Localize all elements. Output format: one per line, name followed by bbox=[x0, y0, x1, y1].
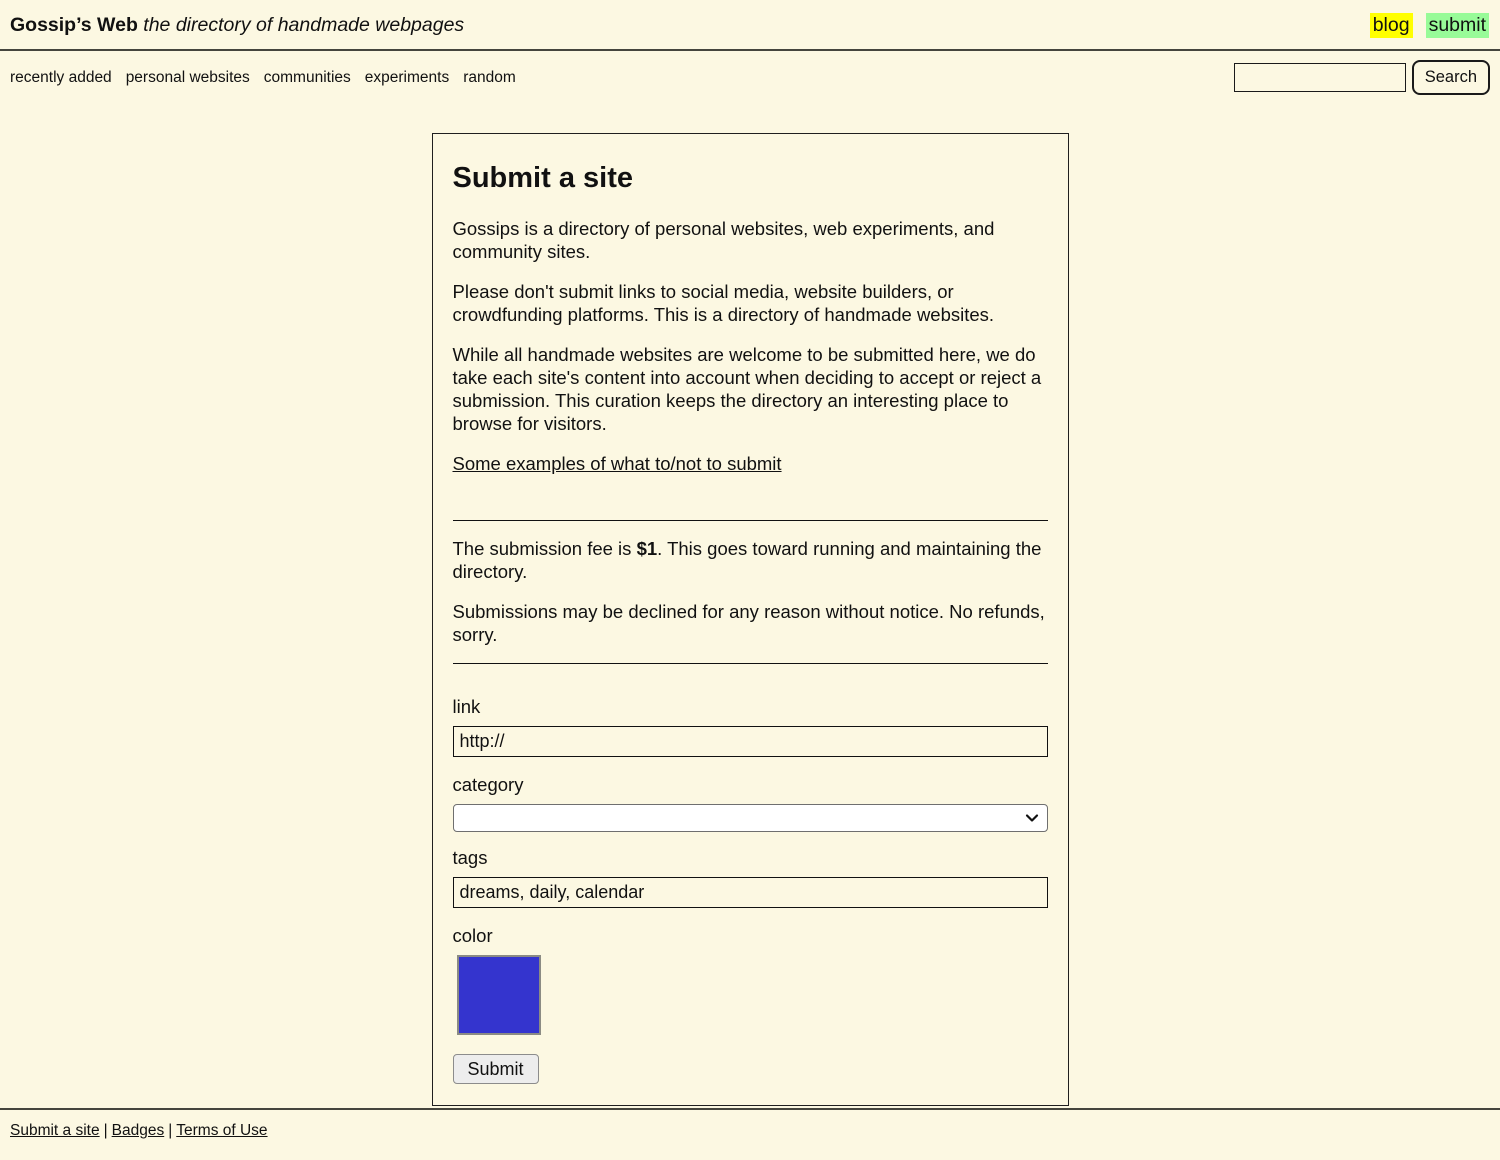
header-links bbox=[1370, 13, 1489, 38]
footer-separator: | bbox=[103, 1122, 108, 1139]
site-title bbox=[10, 14, 464, 37]
tags-input[interactable] bbox=[453, 877, 1048, 908]
category-select[interactable] bbox=[453, 804, 1048, 832]
nav-item-recently-added[interactable]: recently added bbox=[10, 68, 112, 86]
category-label: category bbox=[452, 774, 524, 795]
fee-text-after: . This goes toward running and maintaining the directory. bbox=[452, 538, 1042, 582]
header bbox=[0, 0, 1500, 49]
nav-item-communities[interactable]: communities bbox=[263, 68, 351, 86]
link-label: link bbox=[452, 696, 481, 717]
section-divider-bottom bbox=[453, 663, 1048, 664]
intro-paragraph-3: While all handmade websites are welcome to be submitted here, we do take each site's content into account when deciding to accept or reject a submission. This curation keeps the directory an interesting place to browse for visitors. bbox=[452, 344, 1042, 434]
intro-paragraph-2: Please don't submit links to social media, website builders, or crowdfunding platforms. This is a directory of handmade websites. bbox=[452, 281, 995, 325]
search-button[interactable]: Search bbox=[1412, 60, 1490, 95]
color-label: color bbox=[452, 925, 493, 946]
examples-paragraph bbox=[453, 452, 1048, 475]
nav-item-personal-websites[interactable]: personal websites bbox=[125, 68, 250, 86]
search-bar bbox=[1234, 60, 1490, 95]
nav-links bbox=[10, 69, 516, 87]
examples-link[interactable]: Some examples of what to/not to submit bbox=[452, 453, 782, 474]
footer-link-submit-a-site[interactable]: Submit a site bbox=[10, 1122, 100, 1139]
submit-button[interactable]: Submit bbox=[453, 1054, 539, 1084]
section-divider-top bbox=[453, 520, 1048, 521]
nav-item-experiments[interactable]: experiments bbox=[364, 68, 450, 86]
tags-label: tags bbox=[452, 847, 488, 868]
color-picker-swatch[interactable] bbox=[457, 955, 541, 1035]
footer-links bbox=[0, 1110, 1500, 1152]
fee-paragraph bbox=[453, 537, 1048, 583]
page-title: Submit a site bbox=[452, 162, 633, 194]
intro-paragraph-1: Gossips is a directory of personal websites, web experiments, and community sites. bbox=[452, 218, 995, 262]
submit-link[interactable]: submit bbox=[1426, 13, 1489, 38]
submit-form-panel bbox=[432, 133, 1069, 1106]
fee-amount: $1 bbox=[636, 538, 658, 559]
footer-link-badges[interactable]: Badges bbox=[111, 1122, 165, 1139]
link-input[interactable] bbox=[453, 726, 1048, 757]
nav-bar bbox=[0, 51, 1500, 104]
brand-name: Gossip’s Web bbox=[10, 14, 138, 36]
nav-item-random[interactable]: random bbox=[463, 68, 516, 86]
fee-text-before: The submission fee is bbox=[452, 538, 637, 559]
footer-link-terms-of-use[interactable]: Terms of Use bbox=[176, 1122, 268, 1139]
footer-separator: | bbox=[168, 1122, 173, 1139]
search-input[interactable] bbox=[1234, 63, 1406, 92]
blog-link[interactable]: blog bbox=[1370, 13, 1413, 38]
footer-section bbox=[0, 1108, 1500, 1152]
category-select-wrap bbox=[453, 804, 1048, 832]
submit-site-form bbox=[453, 696, 1048, 1084]
main-content bbox=[0, 104, 1500, 1106]
site-tagline: the directory of handmade webpages bbox=[143, 14, 465, 36]
declined-paragraph: Submissions may be declined for any reason without notice. No refunds, sorry. bbox=[452, 601, 1045, 645]
